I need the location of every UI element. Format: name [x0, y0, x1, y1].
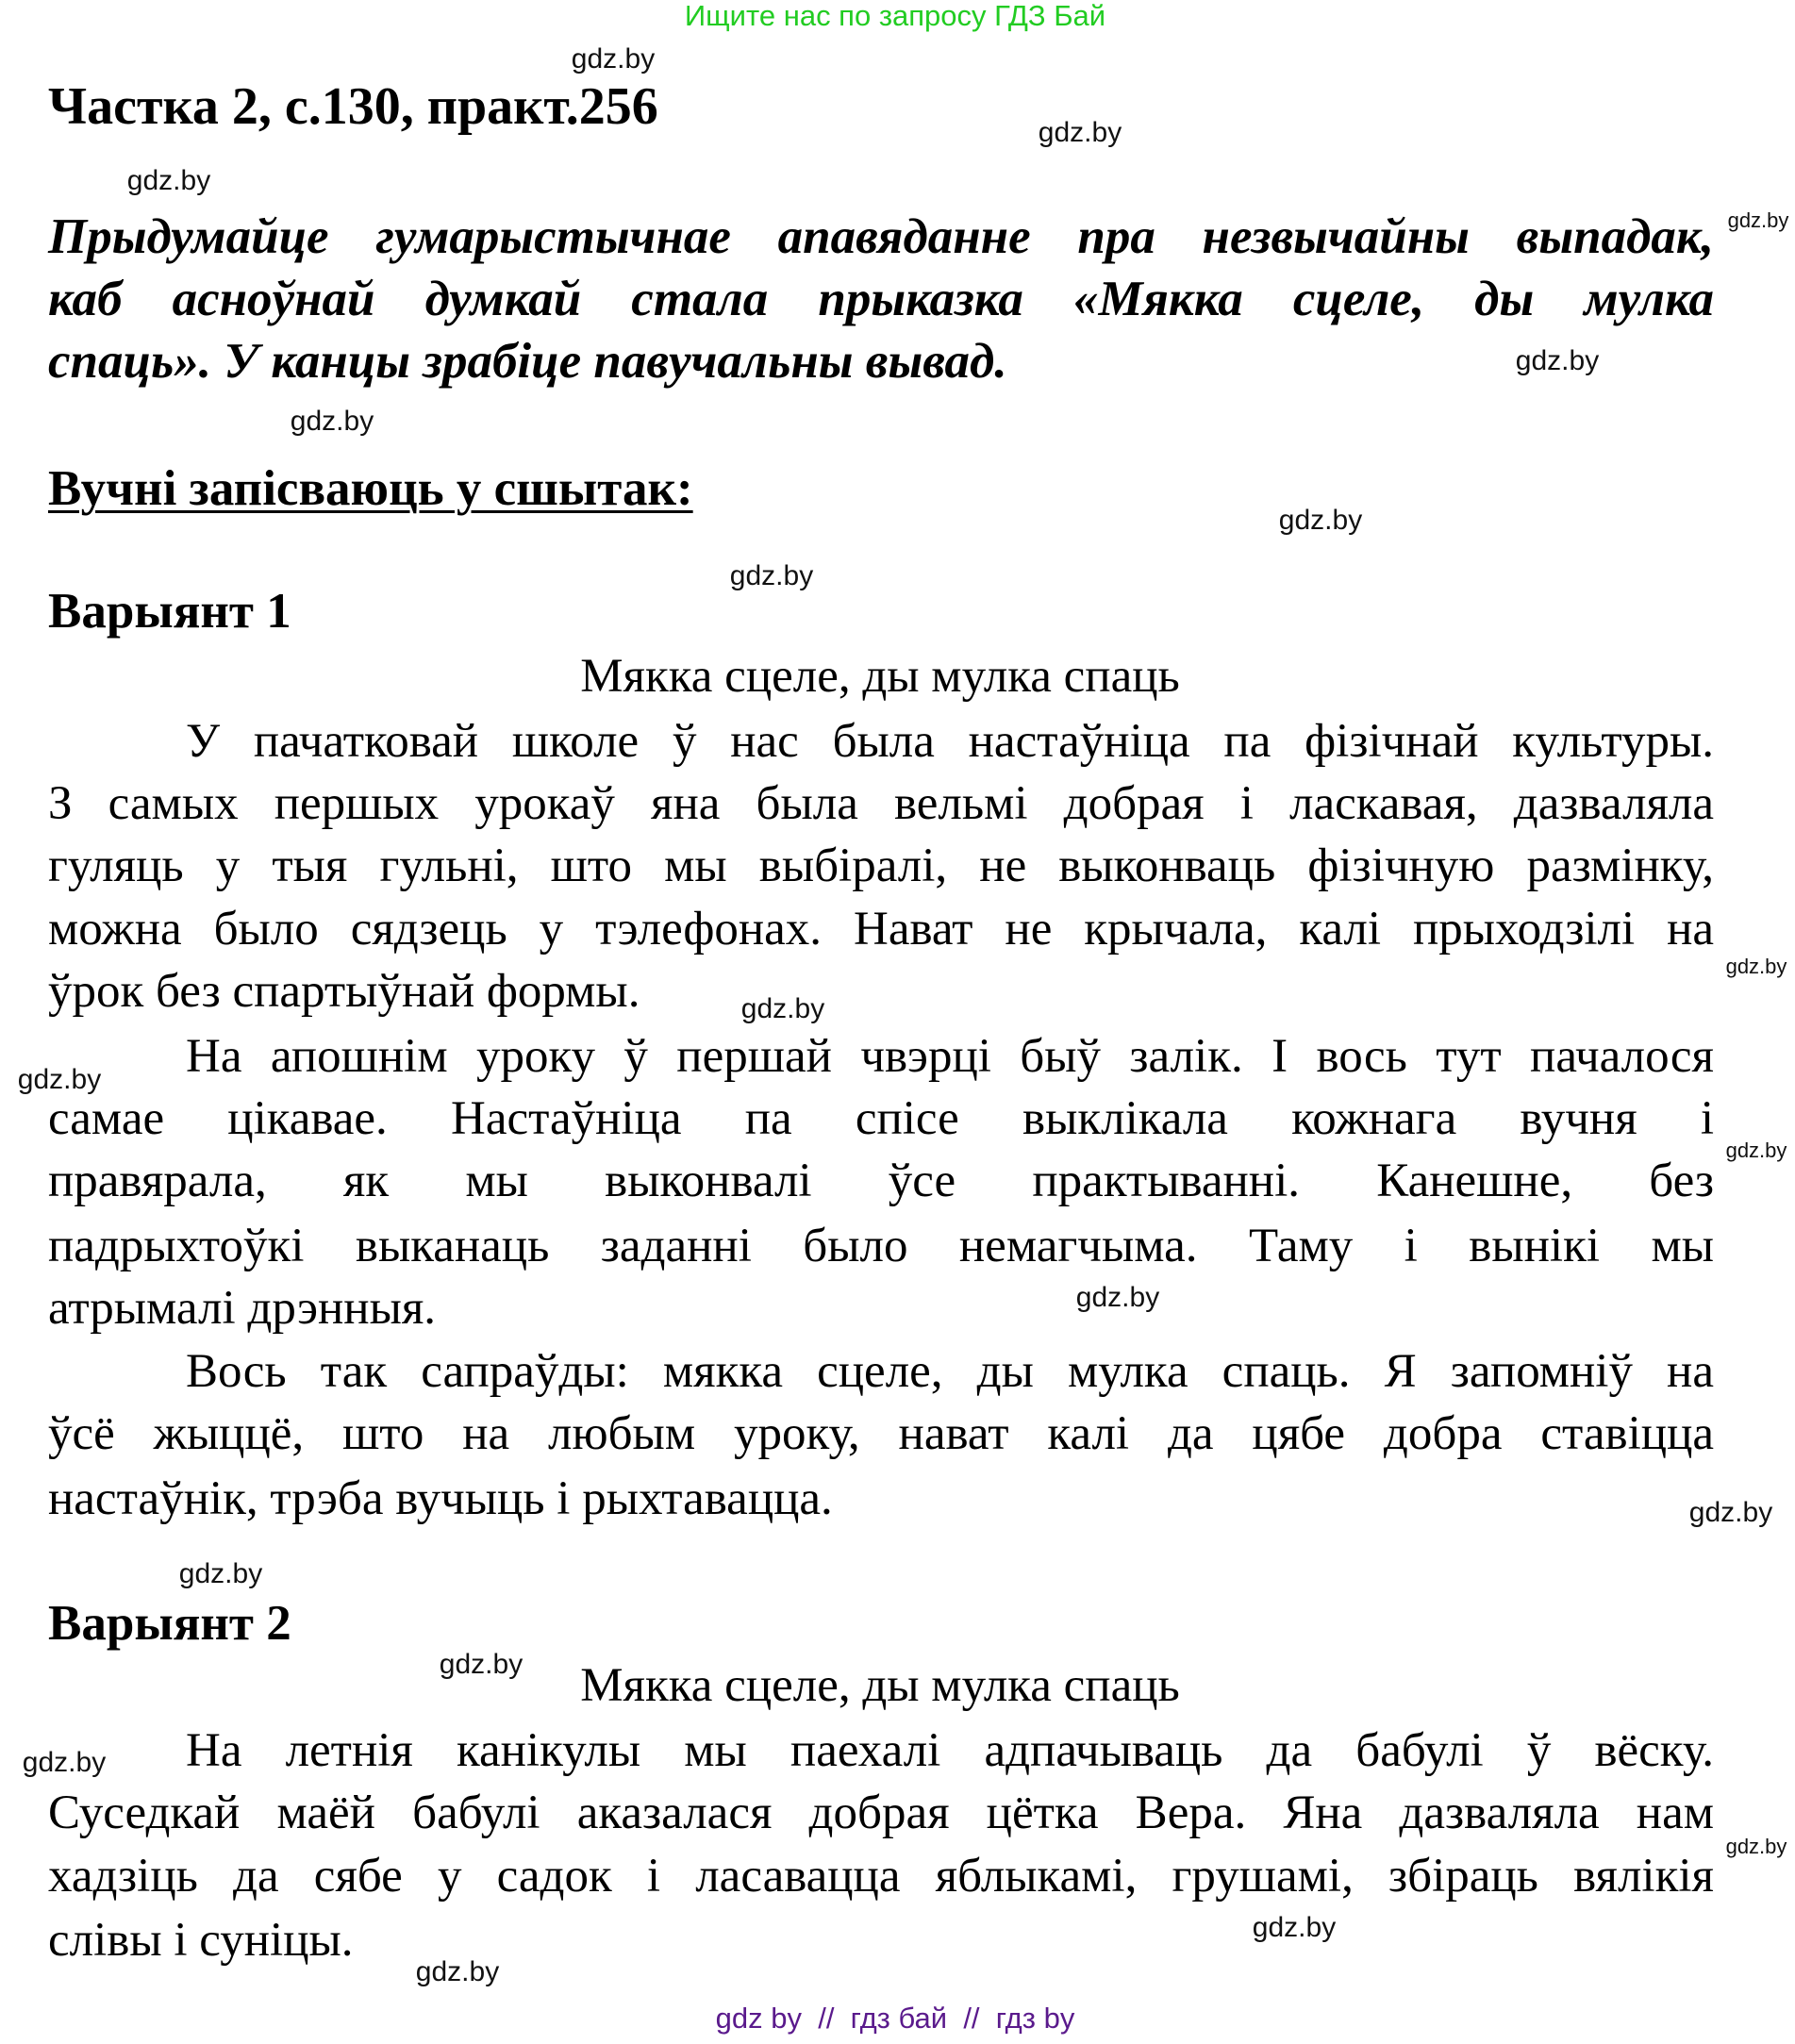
watermark: gdz.by	[290, 406, 374, 437]
page-title: Частка 2, с.130, практ.256	[48, 77, 658, 136]
task-line: каб асноўнай думкай стала прыказка «Мякка сцеле, ды мулка	[48, 272, 1714, 326]
task-line: спаць». У канцы зрабіце павучальны вывад.	[48, 334, 1007, 389]
story-line: хадзіць да сябе у садок і ласавацца яблыкамі, грушамі, збіраць вялікія	[48, 1850, 1714, 1903]
watermark: gdz.by	[1725, 1138, 1787, 1162]
watermark: gdz.by	[178, 1558, 263, 1589]
watermark: gdz.by	[439, 1649, 524, 1680]
watermark: gdz.by	[740, 993, 825, 1024]
watermark: gdz.by	[1725, 1835, 1787, 1858]
story-line: атрымалі дрэнныя.	[48, 1282, 437, 1335]
story-line: ўсё жыццё, што на любым уроку, нават калі да цябе добра ставіцца	[48, 1407, 1714, 1460]
watermark: gdz.by	[126, 165, 211, 196]
watermark: gdz.by	[1075, 1282, 1160, 1313]
story-line: З самых першых урокаў яна была вельмі добрая і ласкавая, дазваляла	[48, 777, 1714, 830]
story-line: правярала, як мы выконвалі ўсе практыванні. Канешне, без	[48, 1155, 1714, 1207]
watermark: gdz.by	[1688, 1497, 1773, 1528]
watermark: gdz.by	[1515, 345, 1600, 376]
story-line: У пачатковай школе ў нас была настаўніца па фізічнай культуры.	[186, 715, 1714, 768]
watermark: gdz.by	[729, 560, 814, 591]
watermark: gdz.by	[1038, 117, 1122, 148]
story-line: падрыхтоўкі выканаць заданні было немагчыма. Таму і вынікі мы	[48, 1220, 1714, 1272]
story-line: самае цікавае. Настаўніца па спісе выклікала кожнага вучня і	[48, 1092, 1714, 1145]
story-line: ўрок без спартыўнай формы.	[48, 965, 640, 1018]
watermark: gdz.by	[22, 1747, 107, 1778]
watermark: gdz.by	[1278, 505, 1363, 536]
story-line: настаўнік, трэба вучыць і рыхтавацца.	[48, 1472, 833, 1525]
watermark: gdz.by	[415, 1956, 500, 1987]
story-line: Вось так сапраўды: мякка сцеле, ды мулка спаць. Я запомніў на	[186, 1345, 1714, 1398]
watermark: gdz.by	[571, 43, 656, 75]
watermark: gdz.by	[1252, 1912, 1337, 1943]
notebook-heading: Вучні запісваюць у сшытак:	[48, 461, 693, 516]
story-line: слівы і суніцы.	[48, 1914, 354, 1967]
story-line: На апошнім уроку ў першай чвэрці быў залік. І вось тут пачалося	[186, 1030, 1714, 1083]
story-line: можна было сядзець у тэлефонах. Нават не крычала, калі прыходзілі на	[48, 903, 1714, 956]
story-line: На летнія канікулы мы паехалі адпачываць да бабулі ў вёску.	[186, 1724, 1714, 1777]
search-banner[interactable]: Ищите нас по запросу ГДЗ Бай	[684, 0, 1106, 32]
story-line: Суседкай маёй бабулі аказалася добрая цётка Вера. Яна дазваляла нам	[48, 1786, 1714, 1839]
variant-1-story-title: Мякка сцеле, ды мулка спаць	[580, 650, 1180, 703]
story-line: гуляць у тыя гульні, што мы выбіралі, не выконваць фізічную размінку,	[48, 839, 1714, 892]
watermark: gdz.by	[1725, 955, 1787, 978]
footer-links[interactable]: gdz by // гдз бай // гдз by	[715, 2002, 1075, 2035]
watermark: gdz.by	[1727, 208, 1789, 232]
variant-2-heading: Варыянт 2	[48, 1596, 291, 1651]
task-line: Прыдумайце гумарыстычнае апавяданне пра незвычайны выпадак,	[48, 209, 1714, 264]
variant-1-heading: Варыянт 1	[48, 584, 291, 639]
watermark: gdz.by	[17, 1064, 102, 1095]
variant-2-story-title: Мякка сцеле, ды мулка спаць	[580, 1659, 1180, 1712]
